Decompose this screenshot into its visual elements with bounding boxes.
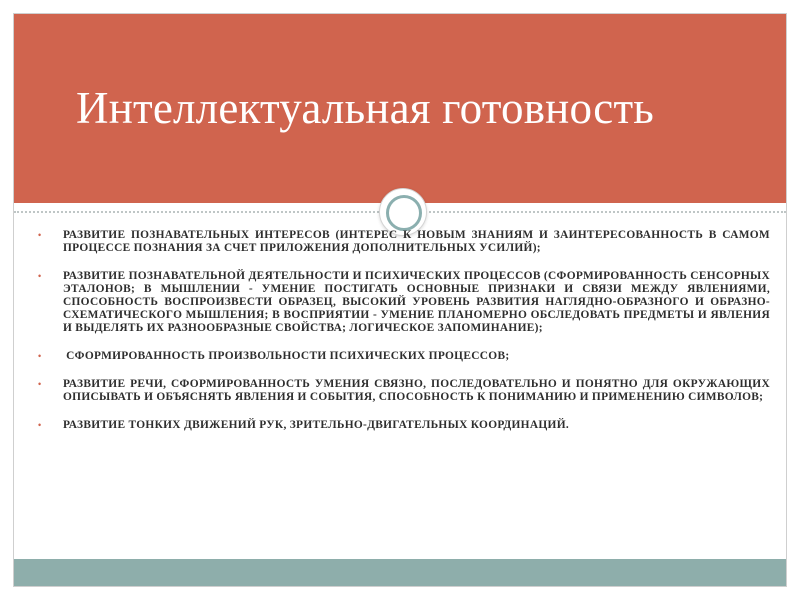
bullet-text: РАЗВИТИЕ ПОЗНАВАТЕЛЬНОЙ ДЕЯТЕЛЬНОСТИ И ПСИХИЧЕСКИХ ПРОЦЕССОВ (СФОРМИРОВАННОСТЬ СЕНСОРНЫХ ЭТАЛОНОВ; В МЫШЛЕНИИ - УМЕНИЕ ПОСТИГАТЬ ОСНОВНЫЕ ПРИЗНАКИ И СВЯЗИ МЕЖДУ ЯВЛЕНИЯМИ, СПОСОБНОСТЬ ВОСПРОИЗВЕСТИ ОБРАЗЕЦ, ВЫСОКИЙ УРОВЕНЬ РАЗВИТИЯ НАГЛЯДНО-ОБРАЗНОГО И ОБРАЗНО-СХЕМАТИЧЕСКОГО МЫШЛЕНИЯ; В ВОСПРИЯТИИ - УМЕНИЕ ПЛАНОМЕРНО ОБСЛЕДОВАТЬ ПРЕДМЕТЫ И ЯВЛЕНИЯ И ВЫДЕЛЯТЬ ИХ РАЗНООБРАЗНЫЕ СВОЙСТВА; ЛОГИЧЕСКОЕ ЗАПОМИНАНИЕ); <box>63 270 770 334</box>
bullet-dot-icon: • <box>38 379 42 389</box>
bullet-dot-icon: • <box>38 351 42 361</box>
footer-band <box>14 559 786 586</box>
slide <box>13 13 787 587</box>
list-item <box>32 378 770 404</box>
bullet-text: РАЗВИТИЕ РЕЧИ, СФОРМИРОВАННОСТЬ УМЕНИЯ СВЯЗНО, ПОСЛЕДОВАТЕЛЬНО И ПОНЯТНО ДЛЯ ОКРУЖАЮЩИХ ОПИСЫВАТЬ И ОБЪЯСНЯТЬ ЯВЛЕНИЯ И СОБЫТИЯ, СПОСОБНОСТЬ К ПОНИМАНИЮ И ПРИМЕНЕНИЮ СИМВОЛОВ; <box>63 378 770 403</box>
list-item <box>32 419 770 432</box>
bullet-dot-icon: • <box>38 420 42 430</box>
title-banner <box>14 14 786 203</box>
list-item <box>32 270 770 335</box>
bullet-text: СФОРМИРОВАННОСТЬ ПРОИЗВОЛЬНОСТИ ПСИХИЧЕСКИХ ПРОЦЕССОВ; <box>63 350 510 362</box>
bullet-dot-icon: • <box>38 271 42 281</box>
circle-ring <box>386 195 422 231</box>
bullet-dot-icon: • <box>38 230 42 240</box>
bullet-list <box>32 229 770 447</box>
bullet-text: РАЗВИТИЕ ТОНКИХ ДВИЖЕНИЙ РУК, ЗРИТЕЛЬНО-ДВИГАТЕЛЬНЫХ КООРДИНАЦИЙ. <box>63 419 569 431</box>
list-item <box>32 350 770 363</box>
slide-title: Интеллектуальная готовность <box>76 83 655 133</box>
list-item <box>32 229 770 255</box>
bullet-text: РАЗВИТИЕ ПОЗНАВАТЕЛЬНЫХ ИНТЕРЕСОВ (ИНТЕРЕС К НОВЫМ ЗНАНИЯМ И ЗАИНТЕРЕСОВАННОСТЬ В САМОМ ПРОЦЕССЕ ПОЗНАНИЯ ЗА СЧЕТ ПРИЛОЖЕНИЯ ДОПОЛНИТЕЛЬНЫХ УСИЛИЙ); <box>63 229 770 254</box>
